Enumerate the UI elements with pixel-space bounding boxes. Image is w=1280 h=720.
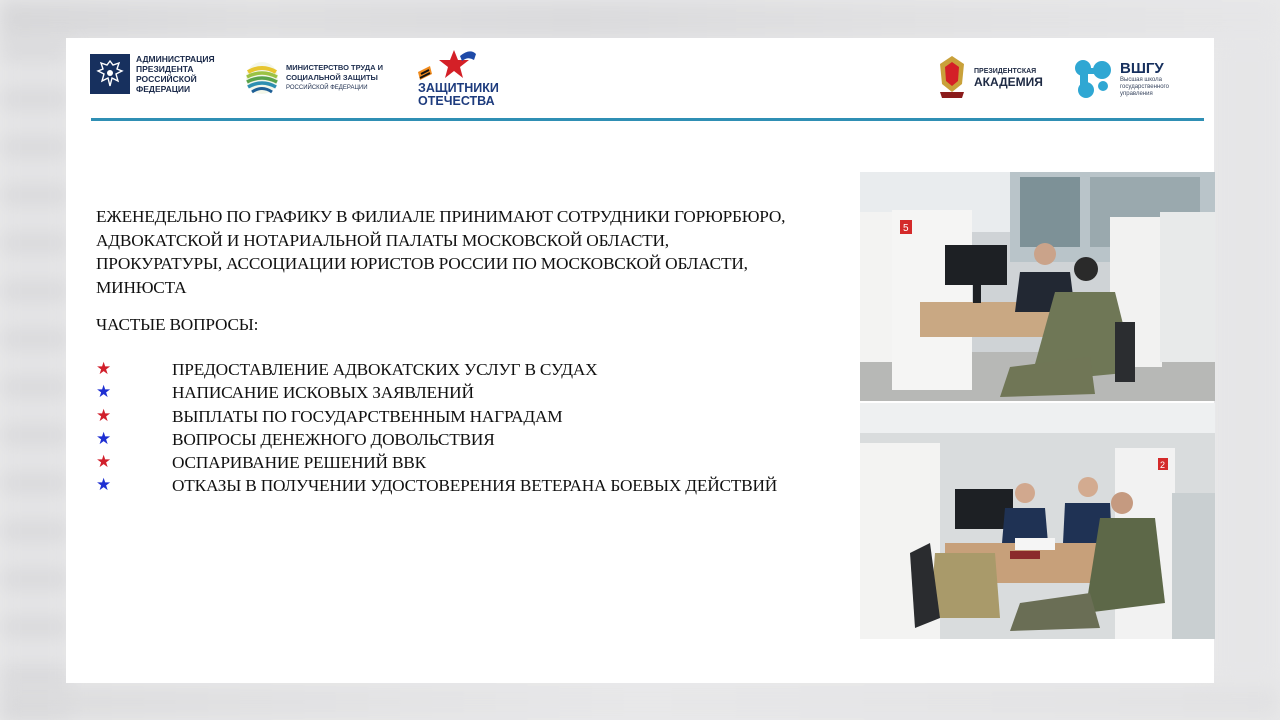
faq-item xyxy=(96,451,796,474)
background-blur-bottom xyxy=(0,684,1280,720)
consultation-photo-bottom xyxy=(860,403,1215,639)
blue-star-icon: ★ xyxy=(96,382,112,403)
faq-heading: ЧАСТЫЕ ВОПРОСЫ: xyxy=(96,315,259,334)
faq-item-text: НАПИСАНИЕ ИСКОВЫХ ЗАЯВЛЕНИЙ xyxy=(172,383,474,403)
mintrud-logo-text: МИНИСТЕРСТВО ТРУДА И СОЦИАЛЬНОЙ ЗАЩИТЫ xyxy=(286,63,384,82)
faq-item-text: ОТКАЗЫ В ПОЛУЧЕНИИ УДОСТОВЕРЕНИЯ ВЕТЕРАНА БОЕВЫХ ДЕЙСТВИЙ xyxy=(172,476,778,496)
red-star-icon: ★ xyxy=(96,452,112,473)
consultation-photo-top xyxy=(860,172,1215,401)
admin-logo-text: АДМИНИСТРАЦИЯ ПРЕЗИДЕНТА РОССИЙСКОЙ ФЕДЕРАЦИИ xyxy=(136,54,215,94)
red-star-icon: ★ xyxy=(96,405,112,426)
faq-item-text: ОСПАРИВАНИЕ РЕШЕНИЙ ВВК xyxy=(172,453,426,473)
photo-column xyxy=(860,172,1215,639)
blue-star-icon: ★ xyxy=(96,428,112,449)
vshgu-emblem-icon xyxy=(1072,58,1114,100)
slide xyxy=(66,38,1214,683)
faq-item-text: ВОПРОСЫ ДЕНЕЖНОГО ДОВОЛЬСТВИЯ xyxy=(172,429,495,449)
mintrud-emblem-icon xyxy=(244,60,280,96)
background-blur-right xyxy=(1214,40,1280,684)
eagle-emblem-icon xyxy=(90,54,130,94)
vshgu-logo-title: ВШГУ xyxy=(1120,59,1164,77)
admin-president-logo xyxy=(90,54,228,94)
slide-header xyxy=(66,38,1214,120)
faq-item xyxy=(96,358,796,381)
defenders-logo-text: ЗАЩИТНИКИ ОТЕЧЕСТВА xyxy=(418,81,499,108)
intro-paragraph: ЕЖЕНЕДЕЛЬНО ПО ГРАФИКУ В ФИЛИАЛЕ ПРИНИМАЮТ СОТРУДНИКИ ГОРЮРБЮРО, АДВОКАТСКОЙ И НОТАРИАЛЬНОЙ ПАЛАТЫ МОСКОВСКОЙ ОБЛАСТИ, ПРОКУРАТУРЫ, АССОЦИАЦИИ ЮРИСТОВ РОССИИ ПО МОСКОВСКОЙ ОБЛАСТИ, МИНЮСТА xyxy=(96,207,786,297)
presidential-academy-logo xyxy=(934,54,1043,102)
slide-body-text xyxy=(96,205,796,498)
faq-item xyxy=(96,474,796,497)
academy-emblem-icon xyxy=(934,54,970,102)
defenders-logo xyxy=(416,50,528,108)
mintrud-logo xyxy=(244,60,386,96)
background-blur-top xyxy=(0,0,1280,40)
star-ribbon-icon xyxy=(416,48,476,92)
faq-item xyxy=(96,428,796,451)
booth-number: 2 xyxy=(1160,460,1166,470)
mintrud-logo-subtext: РОССИЙСКОЙ ФЕДЕРАЦИИ xyxy=(286,85,368,91)
faq-list xyxy=(96,358,796,498)
header-divider xyxy=(91,118,1204,121)
faq-item-text: ВЫПЛАТЫ ПО ГОСУДАРСТВЕННЫМ НАГРАДАМ xyxy=(172,406,563,426)
vshgu-logo xyxy=(1072,58,1182,100)
faq-item-text: ПРЕДОСТАВЛЕНИЕ АДВОКАТСКИХ УСЛУГ В СУДАХ xyxy=(172,360,598,379)
academy-logo-text-big: АКАДЕМИЯ xyxy=(974,75,1043,89)
booth-number: 5 xyxy=(903,223,909,234)
red-star-icon: ★ xyxy=(96,359,112,379)
faq-item xyxy=(96,381,796,404)
blue-star-icon: ★ xyxy=(96,475,112,496)
academy-logo-text-small: ПРЕЗИДЕНТСКАЯ xyxy=(974,68,1037,75)
background-blur-left xyxy=(0,40,70,720)
vshgu-logo-subtitle: Высшая школа государственного управления xyxy=(1120,76,1169,97)
faq-item xyxy=(96,405,796,428)
